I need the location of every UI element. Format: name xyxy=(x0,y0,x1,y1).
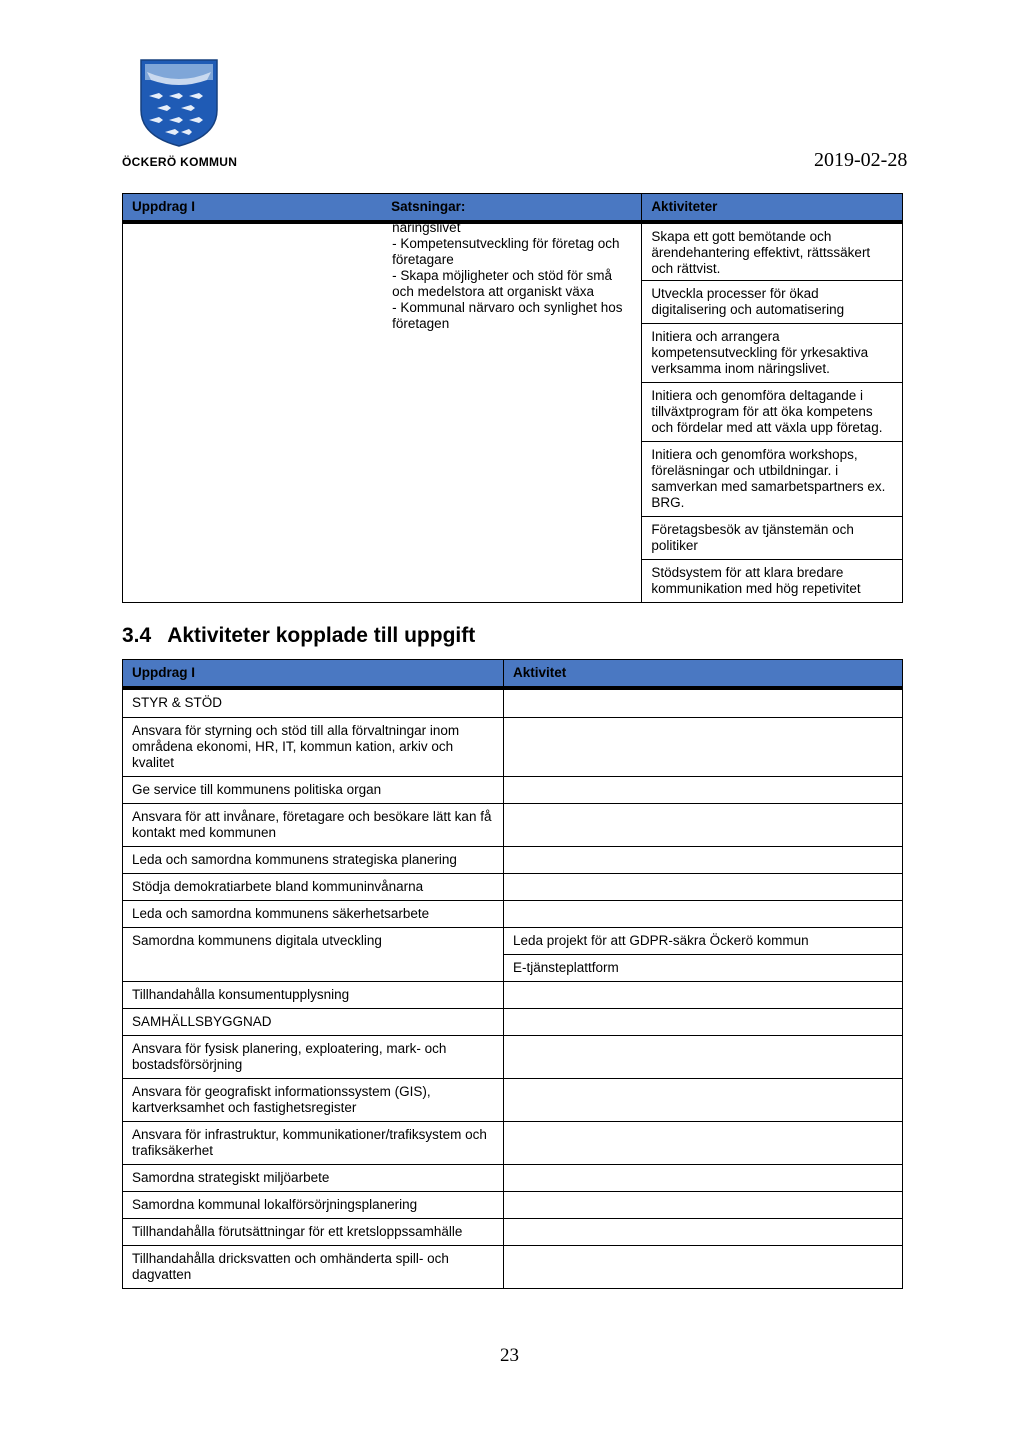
aktivitet-cell xyxy=(504,901,903,928)
satsning-line: - Skapa möjligheter och stöd för små och medelstora att organiskt växa xyxy=(392,268,613,299)
table-row xyxy=(123,222,903,281)
table-row xyxy=(123,1122,903,1165)
uppdrag-cell: Tillhandahålla dricksvatten och omhänderta spill- och dagvatten xyxy=(123,1246,504,1289)
uppdrag-cell: Ansvara för fysisk planering, exploatering, mark- och bostadsförsörjning xyxy=(123,1036,504,1079)
aktivitet-cell: Leda projekt för att GDPR-säkra Öckerö kommun xyxy=(504,928,903,955)
column-header-uppdrag: Uppdrag I xyxy=(123,194,383,223)
uppdrag-cell: Stödja demokratiarbete bland kommuninvånarna xyxy=(123,874,504,901)
table-row xyxy=(123,901,903,928)
table-row xyxy=(123,804,903,847)
uppdrag-cell: STYR & STÖD xyxy=(123,688,504,718)
aktivitet-cell xyxy=(504,1122,903,1165)
uppdrag-cell: Leda och samordna kommunens säkerhetsarbete xyxy=(123,901,504,928)
uppdrag-cell: Ge service till kommunens politiska organ xyxy=(123,777,504,804)
table-row xyxy=(123,1219,903,1246)
satsning-line: näringslivet xyxy=(392,220,461,235)
uppdrag-cell: Samordna strategiskt miljöarbete xyxy=(123,1165,504,1192)
uppdrag-cell: Ansvara för geografiskt informationssystem (GIS), kartverksamhet och fastighetsregister xyxy=(123,1079,504,1122)
table-row xyxy=(123,928,903,955)
uppdrag-cell: Tillhandahålla förutsättningar för ett kretsloppssamhälle xyxy=(123,1219,504,1246)
aktivitet-cell: Initiera och genomföra deltagande i tillväxtprogram för att öka kompetens och fördelar med att växla upp företag. xyxy=(642,383,903,442)
table-row xyxy=(123,1079,903,1122)
aktivitet-cell xyxy=(504,1079,903,1122)
table-row xyxy=(123,847,903,874)
table-row xyxy=(123,777,903,804)
aktivitet-cell xyxy=(504,874,903,901)
logo-text: ÖCKERÖ KOMMUN xyxy=(122,155,238,169)
column-header-aktivitet: Aktivitet xyxy=(504,660,903,689)
uppdrag-cell: Ansvara för infrastruktur, kommunikationer/trafiksystem och trafiksäkerhet xyxy=(123,1122,504,1165)
satsningar-cell xyxy=(382,222,642,603)
aktivitet-cell xyxy=(504,777,903,804)
table-row xyxy=(123,982,903,1009)
aktivitet-cell: Skapa ett gott bemötande och ärendehantering effektivt, rättssäkert och rättvist. xyxy=(642,222,903,281)
table-row xyxy=(123,718,903,777)
uppdrag-cell: Tillhandahålla konsumentupplysning xyxy=(123,982,504,1009)
uppdrag-cell: Samordna kommunens digitala utveckling xyxy=(123,928,504,982)
table-row xyxy=(123,874,903,901)
aktivitet-cell xyxy=(504,688,903,718)
section-heading xyxy=(122,624,475,648)
table-row xyxy=(123,1246,903,1289)
uppdrag-cell: Ansvara för att invånare, företagare och besökare lätt kan få kontakt med kommunen xyxy=(123,804,504,847)
satsningar-table xyxy=(122,193,903,603)
municipality-coat-of-arms-logo xyxy=(137,58,221,148)
satsning-line: - Kompetensutveckling för företag och företagare xyxy=(392,236,620,267)
aktivitet-cell: E-tjänsteplattform xyxy=(504,955,903,982)
uppdrag-cell: Samordna kommunal lokalförsörjningsplanering xyxy=(123,1192,504,1219)
document-date: 2019-02-28 xyxy=(814,149,908,171)
aktivitet-cell xyxy=(504,718,903,777)
uppdrag-cell xyxy=(123,222,383,603)
table-row xyxy=(123,1036,903,1079)
aktivitet-cell xyxy=(504,804,903,847)
section-title: Aktiviteter kopplade till uppgift xyxy=(167,624,476,647)
aktiviteter-uppgift-table xyxy=(122,659,903,1289)
table-row xyxy=(123,688,903,718)
section-number: 3.4 xyxy=(122,624,152,647)
aktivitet-cell: Utveckla processer för ökad digitalisering och automatisering xyxy=(642,281,903,324)
table-row xyxy=(123,1192,903,1219)
column-header-uppdrag: Uppdrag I xyxy=(123,660,504,689)
column-header-aktiviteter: Aktiviteter xyxy=(642,194,903,223)
table-header-row xyxy=(123,660,903,689)
aktivitet-cell: Initiera och genomföra workshops, föreläsningar och utbildningar. i samverkan med samarbetspartners ex. BRG. xyxy=(642,442,903,517)
aktivitet-cell xyxy=(504,982,903,1009)
uppdrag-cell: Leda och samordna kommunens strategiska planering xyxy=(123,847,504,874)
column-header-satsningar: Satsningar: xyxy=(382,194,642,223)
aktivitet-cell: Företagsbesök av tjänstemän och politiker xyxy=(642,517,903,560)
aktivitet-cell xyxy=(504,1192,903,1219)
uppdrag-cell: Ansvara för styrning och stöd till alla förvaltningar inom områdena ekonomi, HR, IT, kommun kation, arkiv och kvalitet xyxy=(123,718,504,777)
aktivitet-cell xyxy=(504,1246,903,1289)
aktivitet-cell: Stödsystem för att klara bredare kommunikation med hög repetivitet xyxy=(642,560,903,603)
table-row xyxy=(123,1009,903,1036)
aktivitet-cell xyxy=(504,1165,903,1192)
aktivitet-cell xyxy=(504,1009,903,1036)
aktivitet-cell: Initiera och arrangera kompetensutveckling för yrkesaktiva verksamma inom näringslivet. xyxy=(642,324,903,383)
satsning-line: - Kommunal närvaro och synlighet hos företagen xyxy=(392,300,623,331)
uppdrag-cell: SAMHÄLLSBYGGNAD xyxy=(123,1009,504,1036)
aktivitet-cell xyxy=(504,1036,903,1079)
table-row xyxy=(123,1165,903,1192)
aktivitet-cell xyxy=(504,847,903,874)
table-header-row xyxy=(123,194,903,223)
aktivitet-cell xyxy=(504,1219,903,1246)
page-number: 23 xyxy=(500,1345,519,1366)
